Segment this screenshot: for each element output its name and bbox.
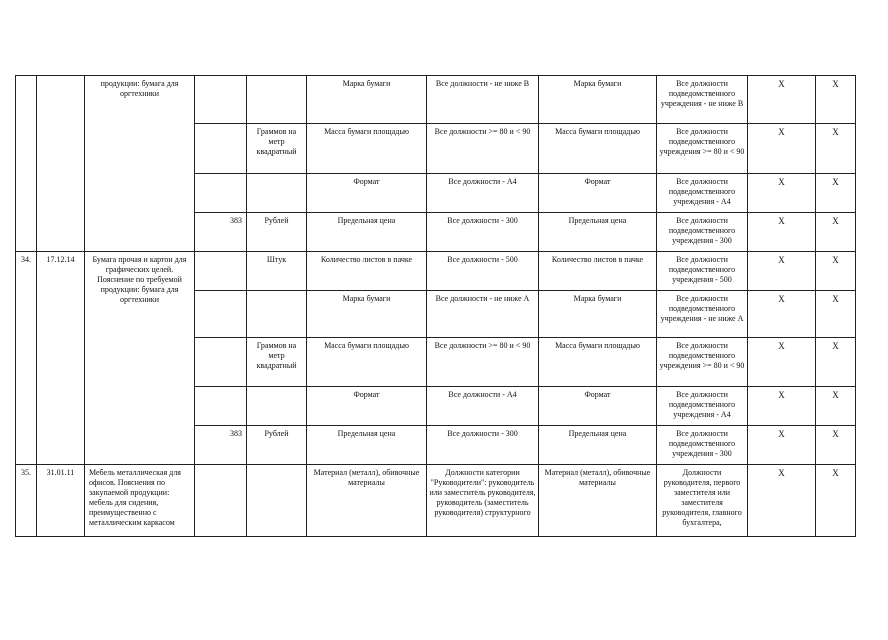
mark-cell: X — [748, 252, 816, 291]
value-cell: Все должности - 300 — [427, 426, 539, 465]
characteristic-cell: Предельная цена — [539, 426, 657, 465]
value-cell: Все должности - не ниже B — [427, 76, 539, 124]
mark-cell: X — [748, 465, 816, 537]
value-cell: Должности руководителя, первого заместителя или заместителя руководителя, главного бухгалтера, — [657, 465, 748, 537]
item-code-cell: 17.12.14 — [37, 252, 85, 465]
characteristic-cell: Формат — [307, 387, 427, 426]
item-code-cell: 31.01.11 — [37, 465, 85, 537]
characteristic-cell: Масса бумаги площадью — [307, 338, 427, 387]
unit-code-cell — [195, 291, 247, 338]
table-row — [16, 252, 856, 291]
item-number-cell: 35. — [16, 465, 37, 537]
value-cell: Все должности подведомственного учреждения - не ниже B — [657, 76, 748, 124]
characteristic-cell: Марка бумаги — [539, 76, 657, 124]
unit-name-cell: Граммов на метр квадратный — [247, 124, 307, 174]
mark-cell: X — [748, 426, 816, 465]
unit-name-cell: Рублей — [247, 426, 307, 465]
mark-cell: X — [816, 338, 856, 387]
unit-name-cell — [247, 465, 307, 537]
unit-code-cell — [195, 76, 247, 124]
value-cell: Все должности - А4 — [427, 387, 539, 426]
characteristic-cell: Предельная цена — [307, 426, 427, 465]
unit-code-cell — [195, 174, 247, 213]
value-cell: Все должности подведомственного учреждения - 300 — [657, 213, 748, 252]
unit-name-cell — [247, 291, 307, 338]
mark-cell: X — [748, 338, 816, 387]
characteristic-cell: Количество листов в пачке — [307, 252, 427, 291]
characteristic-cell: Предельная цена — [539, 213, 657, 252]
mark-cell: X — [748, 213, 816, 252]
unit-code-cell — [195, 338, 247, 387]
mark-cell: X — [816, 465, 856, 537]
mark-cell: X — [816, 213, 856, 252]
value-cell: Все должности подведомственного учреждения - А4 — [657, 387, 748, 426]
item-name-cell: Бумага прочая и картон для графических целей. Пояснение по требуемой продукции: бумага для оргтехники — [85, 252, 195, 465]
characteristic-cell: Масса бумаги площадью — [539, 338, 657, 387]
unit-code-cell — [195, 465, 247, 537]
unit-code-cell — [195, 252, 247, 291]
unit-name-cell — [247, 387, 307, 426]
characteristic-cell: Количество листов в пачке — [539, 252, 657, 291]
value-cell: Все должности >= 80 и < 90 — [427, 124, 539, 174]
value-cell: Все должности подведомственного учреждения - не ниже A — [657, 291, 748, 338]
item-number-cell: 34. — [16, 252, 37, 465]
value-cell: Все должности - А4 — [427, 174, 539, 213]
value-cell: Все должности подведомственного учреждения - 300 — [657, 426, 748, 465]
table-row — [16, 465, 856, 537]
unit-code-cell: 383 — [195, 426, 247, 465]
value-cell: Все должности подведомственного учреждения >= 80 и < 90 — [657, 338, 748, 387]
item-number-cell — [16, 76, 37, 252]
requirements-table — [15, 75, 856, 537]
unit-name-cell — [247, 76, 307, 124]
value-cell: Все должности подведомственного учреждения - А4 — [657, 174, 748, 213]
characteristic-cell: Материал (металл), обивочные материалы — [307, 465, 427, 537]
mark-cell: X — [748, 76, 816, 124]
characteristic-cell: Марка бумаги — [539, 291, 657, 338]
value-cell: Все должности подведомственного учреждения - 500 — [657, 252, 748, 291]
mark-cell: X — [816, 387, 856, 426]
unit-name-cell: Штук — [247, 252, 307, 291]
unit-name-cell: Рублей — [247, 213, 307, 252]
characteristic-cell: Марка бумаги — [307, 76, 427, 124]
characteristic-cell: Материал (металл), обивочные материалы — [539, 465, 657, 537]
characteristic-cell: Марка бумаги — [307, 291, 427, 338]
characteristic-cell: Предельная цена — [307, 213, 427, 252]
characteristic-cell: Масса бумаги площадью — [539, 124, 657, 174]
value-cell: Должности категории "Руководители": руководитель или заместитель руководителя, руководитель (заместитель руководителя) структурного — [427, 465, 539, 537]
mark-cell: X — [748, 291, 816, 338]
item-name-cell: продукции: бумага для оргтехники — [85, 76, 195, 252]
value-cell: Все должности >= 80 и < 90 — [427, 338, 539, 387]
characteristic-cell: Формат — [307, 174, 427, 213]
value-cell: Все должности подведомственного учреждения >= 80 и < 90 — [657, 124, 748, 174]
unit-code-cell — [195, 124, 247, 174]
mark-cell: X — [816, 426, 856, 465]
mark-cell: X — [748, 387, 816, 426]
mark-cell: X — [816, 124, 856, 174]
mark-cell: X — [748, 124, 816, 174]
unit-name-cell: Граммов на метр квадратный — [247, 338, 307, 387]
unit-code-cell — [195, 387, 247, 426]
item-code-cell — [37, 76, 85, 252]
mark-cell: X — [748, 174, 816, 213]
value-cell: Все должности - 300 — [427, 213, 539, 252]
unit-code-cell: 383 — [195, 213, 247, 252]
item-name-cell: Мебель металлическая для офисов. Пояснения по закупаемой продукции: мебель для сидения, преимущественно с металлическим каркасом — [85, 465, 195, 537]
characteristic-cell: Формат — [539, 387, 657, 426]
table-row — [16, 76, 856, 124]
mark-cell: X — [816, 252, 856, 291]
mark-cell: X — [816, 174, 856, 213]
characteristic-cell: Масса бумаги площадью — [307, 124, 427, 174]
characteristic-cell: Формат — [539, 174, 657, 213]
unit-name-cell — [247, 174, 307, 213]
value-cell: Все должности - не ниже A — [427, 291, 539, 338]
mark-cell: X — [816, 291, 856, 338]
mark-cell: X — [816, 76, 856, 124]
value-cell: Все должности - 500 — [427, 252, 539, 291]
